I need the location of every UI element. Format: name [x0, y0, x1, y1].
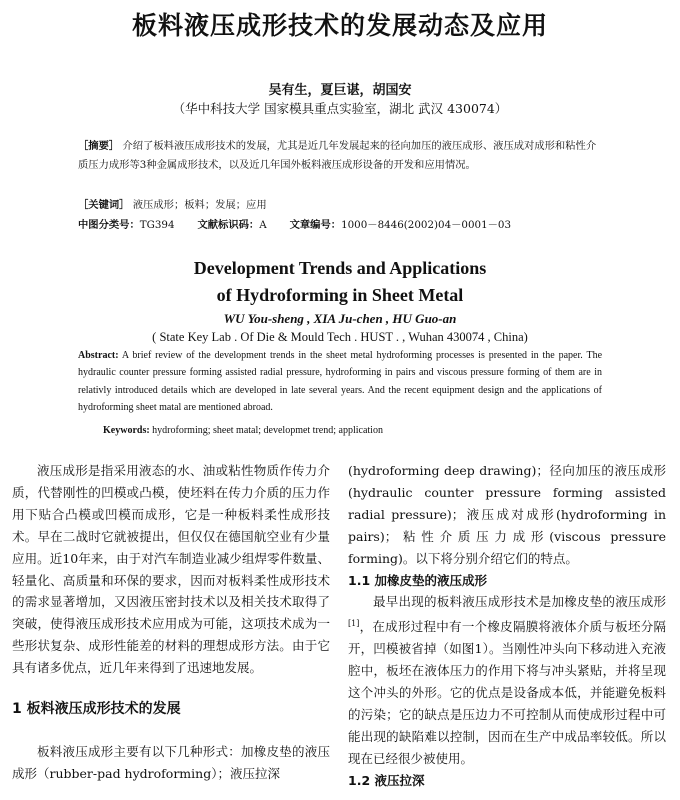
keywords-en-label: Keywords:	[103, 425, 150, 436]
keywords-en	[103, 425, 603, 436]
body-paragraph: 液压成形是指采用液态的水、油或粘性物质作传力介质，代替刚性的凹模或凸模，使坯料在传力介质的压力作用下贴合凸模或凹模而成形，它是一种板料柔性成形技术。早在二战时它就被提出，但仅仅在德国航空业有少量应用。近10年来，由于对汽车制造业减少组焊零件数量、轻量化、高质量和环保的要求，因而对板料柔性成形技术的需求显著增加，又因液压密封技术以及相关技术取得了突破，使得液压成形技术应用成为可能，这项技术成为一些形状复杂、成形性能差的材料的理想成形方法。由于它具有诸多优点，近几年来得到了迅速地发展。	[12, 463, 330, 676]
article-no-label: 文章编号：	[289, 219, 342, 231]
body-paragraph: (hydroforming deep drawing)；径向加压的液压成形(hydraulic counter pressure forming assisted radial pressure)；液压成对成形(hydroforming in pairs)；粘性介质压力成形(viscous pressure forming)。以下将分别介绍它们的特点。	[348, 463, 666, 566]
affiliation-cn: （华中科技大学 国家模具重点实验室，湖北 武汉 430074）	[172, 101, 508, 116]
article-no-value: 1000－8446(2002)04－0001－03	[341, 219, 512, 231]
body-left-column	[12, 460, 330, 785]
keywords-cn-label: ［关键词］	[78, 199, 130, 211]
keywords-en-text: hydroforming; sheet matal; developmet trend; application	[152, 425, 383, 436]
authors-cn: 吴有生，夏巨谌，胡国安	[268, 83, 412, 98]
section-heading-1: 1 板料液压成形技术的发展	[12, 701, 181, 718]
title-en-line2: of Hydroforming in Sheet Metal	[216, 285, 464, 305]
abstract-cn-label: ［摘要］	[78, 140, 120, 152]
abstract-en-label: Abstract:	[78, 350, 119, 361]
section-heading-1-1: 1.1 加橡皮垫的液压成形	[348, 572, 487, 588]
section-heading-1-2: 1.2 液压拉深	[348, 772, 425, 788]
authors-en: WU You-sheng , XIA Ju-chen , HU Guo-an	[223, 311, 457, 326]
title-en-line1: Development Trends and Applications	[193, 258, 487, 278]
keywords-cn-text: 液压成形；板料；发展；应用	[132, 199, 267, 211]
citation-ref: [1]	[348, 619, 360, 629]
abstract-cn-text: 介绍了板料液压成形技术的发展，尤其是近几年发展起来的径向加压的液压成形、液压成对成形和粘性介质压力成形等3种金属成形技术，以及近几年国外板料液压成形设备的开发和应用情况。	[78, 140, 597, 171]
abstract-en-text: A brief review of the development trends in the sheet metal hydroforming processes is presented in the paper. The hydraulic counter pressure forming assisted radial pressure, hydroforming in pairs and viscous pressure forming of them are in relativly introduced details which are developed in late several years. And the recent equipment design and the applications of hydroforming sheet matal are mentioned abroad.	[78, 350, 603, 413]
body-paragraph	[348, 591, 666, 769]
paragraph-text: ，在成形过程中有一个橡皮隔膜将液体介质与板坯分隔开，凹模被省掉（如图1）。当刚性冲头向下移动进入充液腔中，板坯在液体压力的作用下将与冲头紧贴，并将呈现这个冲头的外形。它的优点是设备成本低，并能避免板料的污染；它的缺点是压边力不可控制从而使成形过程中可能出现的缺陷难以控制，因而在生产中成品率较低。所以现在已经很少被使用。	[348, 619, 666, 766]
doc-code-value: A	[259, 219, 267, 231]
title-cn: 板料液压成形技术的发展动态及应用	[131, 11, 548, 40]
affiliation-en: ( State Key Lab . Of Die & Mould Tech . HUST . , Wuhan 430074 , China)	[152, 330, 528, 344]
title-en	[0, 255, 680, 309]
body-paragraph: 板料液压成形主要有以下几种形式：加橡皮垫的液压成形（rubber-pad hydroforming）；液压拉深	[12, 743, 330, 781]
clc-value: TG394	[139, 219, 175, 231]
abstract-en	[78, 347, 602, 416]
abstract-cn	[78, 137, 602, 175]
classification-line	[78, 216, 511, 231]
doc-code-label: 文献标识码：	[197, 219, 260, 231]
body-right-column	[348, 460, 666, 792]
clc-label: 中图分类号：	[78, 219, 140, 231]
keywords-cn	[78, 196, 602, 211]
paragraph-text: 最早出现的板料液压成形技术是加橡皮垫的液压成形	[373, 594, 666, 610]
